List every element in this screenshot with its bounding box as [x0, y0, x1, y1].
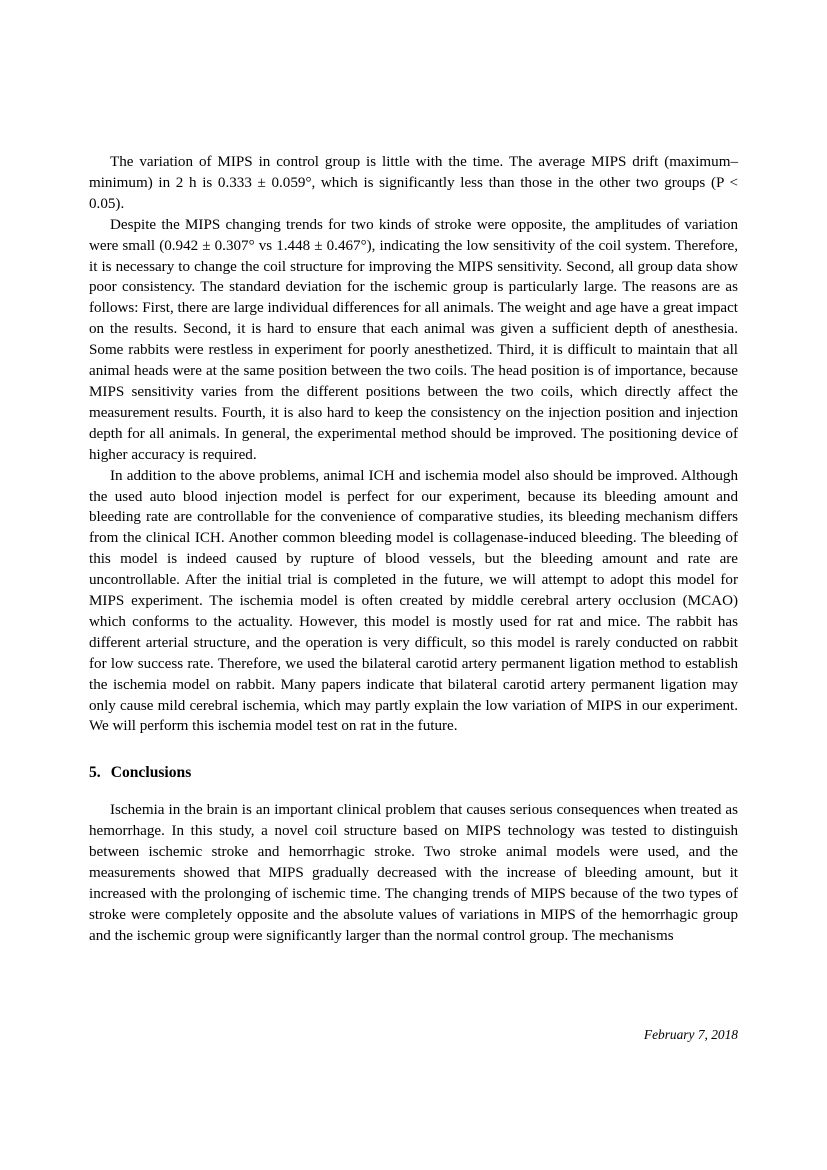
paragraph-amplitudes-of-variation: Despite the MIPS changing trends for two kinds of stroke were opposite, the amplitudes of variation were small (0.942 ± 0.307° vs 1.448 ± 0.467°), indicating the low sensitivity of the coil system. Therefore, it is necessary to change the coil structure for improving the MIPS sensitivity. Second, all group data show poor consistency. The standard deviation for the ischemic group is particularly large. The reasons are as follows: First, there are large individual differences for all animals. The weight and age have a great impact on the results. Second, it is hard to ensure that each animal was given a sufficient depth of anesthesia. Some rabbits were restless in experiment for poorly anesthetized. Third, it is difficult to maintain that all animal heads were at the same position between the two coils. The head position is of importance, because MIPS sensitivity varies from the different positions between the two coils, which directly affect the measurement results. Fourth, it is also hard to keep the consistency on the injection position and injection depth for all animals. In general, the experimental method should be improved. The positioning device of higher accuracy is required.: [89, 216, 738, 463]
paragraph-control-group-variation: The variation of MIPS in control group is little with the time. The average MIPS drift (maximum–minimum) in 2 h is 0.333 ± 0.059°, which is significantly less than those in the other two groups (P < 0.05).: [89, 154, 738, 212]
page-text-body: [89, 152, 738, 947]
section-heading-conclusions: [89, 763, 738, 784]
heading-spacer-below: [89, 784, 738, 800]
paragraph-animal-models-improvement: In addition to the above problems, animal ICH and ischemia model also should be improved. Although the used auto blood injection model is perfect for our experiment, because its bleeding amount and bleeding rate are controllable for the convenience of comparative studies, its bleeding mechanism differs from the clinical ICH. Another common bleeding model is collagenase-induced bleeding. The bleeding of this model is indeed caused by rupture of blood vessels, but the bleeding amount and rate are uncontrollable. After the initial trial is completed in the future, we will attempt to adopt this model for MIPS experiment. The ischemia model is often created by middle cerebral artery occlusion (MCAO) which conforms to the actuality. However, this model is mostly used for rat and mice. The rabbit has different arterial structure, and the operation is very difficult, so this model is rarely conducted on rabbit for low success rate. Therefore, we used the bilateral carotid artery permanent ligation method to establish the ischemia model on rabbit. Many papers indicate that bilateral carotid artery permanent ligation may only cause mild cerebral ischemia, which may partly explain the low variation of MIPS in our experiment. We will perform this ischemia model test on rat in the future.: [89, 467, 738, 735]
footer-date: February 7, 2018: [643, 1027, 738, 1042]
section-title: Conclusions: [110, 764, 192, 782]
heading-spacer-above: [89, 737, 738, 763]
paragraph-conclusions-body: Ischemia in the brain is an important clinical problem that causes serious consequences when treated as hemorrhage. In this study, a novel coil structure based on MIPS technology was tested to distinguish between ischemic stroke and hemorrhagic stroke. Two stroke animal models were used, and the measurements showed that MIPS gradually decreased with the increase of bleeding amount, but it increased with the prolonging of ischemic time. The changing trends of MIPS because of the two types of stroke were completely opposite and the absolute values of variations in MIPS of the hemorrhagic group and the ischemic group were significantly larger than the normal control group. The mechanisms: [89, 802, 738, 944]
section-number: 5.: [89, 764, 101, 782]
